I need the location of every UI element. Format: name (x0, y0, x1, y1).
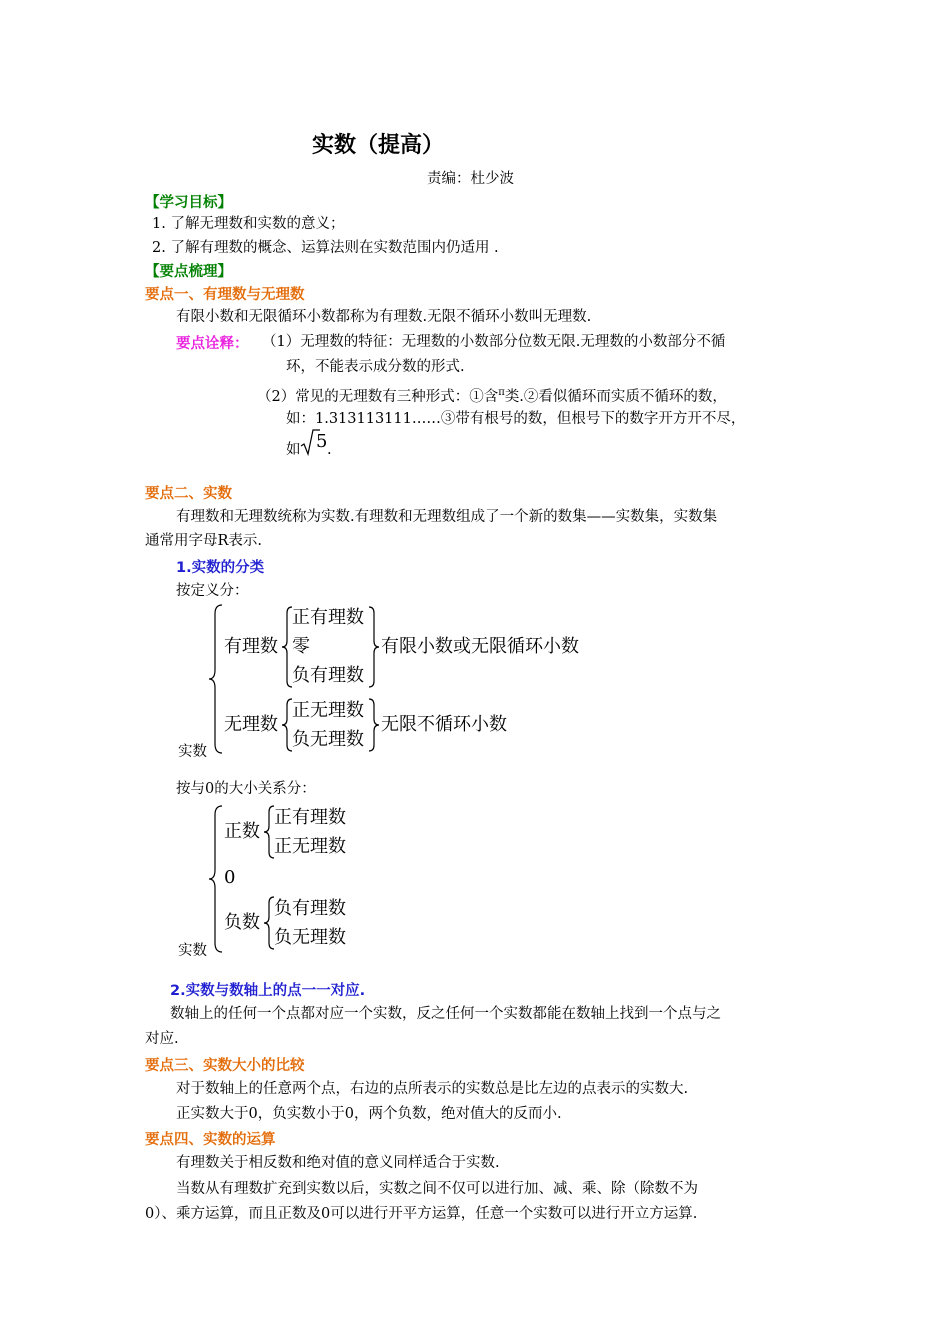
note2-line-b: 如：1.313113111……③带有根号的数，但根号下的数字开方开不尽， (286, 411, 746, 427)
irrational-right-brace-icon (368, 698, 380, 753)
goal-item: 1. 了解无理数和实数的意义； (152, 216, 345, 232)
note2-line-a-part1: （2）常见的无理数有三种形式：①含 (257, 388, 499, 405)
rational-child: 负有理数 (292, 665, 364, 686)
point2-heading: 要点二、实数 (145, 486, 232, 502)
point4-text2-a: 当数从有理数扩充到实数以后，实数之间不仅可以进行加、减、乘、除（除数不为 (176, 1181, 698, 1197)
def-tree-root: 实数 (178, 744, 207, 760)
sqrt-value: 5 (316, 431, 328, 452)
point4-text2-b: 0）、乘方运算，而且正数及0可以进行开平方运算，任意一个实数可以进行开立方运算. (145, 1206, 698, 1222)
point2-text-a: 有理数和无理数统称为实数.有理数和无理数组成了一个新的数集——实数集，实数集 (176, 509, 718, 525)
note1-line-a: （1）无理数的特征：无理数的小数部分位数无限.无理数的小数部分不循 (262, 334, 726, 350)
positive-label: 正数 (224, 821, 260, 842)
zero-label: 0 (224, 867, 236, 888)
rational-right-brace-icon (368, 606, 380, 688)
point1-text: 有限小数和无限循环小数都称为有理数.无限不循环小数叫无理数. (176, 309, 592, 325)
goal-item: 2. 了解有理数的概念、运算法则在实数范围内仍适用 . (152, 240, 499, 256)
point3-text1: 对于数轴上的任意两个点，右边的点所表示的实数总是比左边的点表示的实数大. (176, 1081, 689, 1097)
rational-child: 正有理数 (292, 607, 364, 628)
note2-line-c-end: . (327, 442, 332, 458)
point4-text1: 有理数关于相反数和绝对值的意义同样适合于实数. (176, 1155, 500, 1171)
by-size-label: 按与0的大小关系分： (176, 781, 316, 797)
negative-label: 负数 (224, 912, 260, 933)
point2-text-b: 通常用字母R表示. (145, 533, 263, 549)
note2-line-a-part2: 类.②看似循环而实质不循环的数， (504, 388, 727, 405)
note1-line-b: 环，不能表示成分数的形式. (286, 359, 465, 375)
negative-child: 负无理数 (274, 927, 346, 948)
correspondence-text-a: 数轴上的任何一个点都对应一个实数，反之任何一个实数都能在数轴上找到一个点与之 (170, 1006, 721, 1022)
point4-heading: 要点四、实数的运算 (145, 1132, 276, 1148)
irrational-desc: 无限不循环小数 (381, 714, 507, 735)
negative-child: 负有理数 (274, 898, 346, 919)
rational-label: 有理数 (224, 636, 278, 657)
by-definition-label: 按定义分： (176, 583, 249, 599)
rational-desc: 有限小数或无限循环小数 (381, 636, 579, 657)
irrational-child: 负无理数 (292, 729, 364, 750)
size-tree-root: 实数 (178, 943, 207, 959)
pi-symbol: π (498, 387, 505, 398)
irrational-label: 无理数 (224, 714, 278, 735)
classification-subheading: 1.实数的分类 (176, 560, 265, 576)
editor-credit: 责编：杜少波 (427, 171, 514, 187)
page-title: 实数（提高） (312, 133, 445, 158)
learning-goals-heading: 【学习目标】 (145, 195, 232, 211)
positive-child: 正无理数 (274, 836, 346, 857)
note2-line-a (257, 383, 727, 407)
irrational-child: 正无理数 (292, 700, 364, 721)
note-label: 要点诠释： (176, 336, 249, 352)
key-points-heading: 【要点梳理】 (145, 264, 232, 280)
correspondence-text-b: 对应. (145, 1031, 179, 1047)
size-outer-brace-icon (208, 805, 224, 953)
rational-child: 零 (292, 636, 310, 657)
point1-heading: 要点一、有理数与无理数 (145, 287, 305, 303)
outer-brace-icon (208, 604, 224, 754)
note2-line-c-prefix: 如 (286, 442, 301, 458)
point3-heading: 要点三、实数大小的比较 (145, 1058, 305, 1074)
correspondence-subheading: 2.实数与数轴上的点一一对应. (170, 983, 366, 999)
positive-child: 正有理数 (274, 807, 346, 828)
point3-text2: 正实数大于0，负实数小于0，两个负数，绝对值大的反而小. (176, 1106, 562, 1122)
